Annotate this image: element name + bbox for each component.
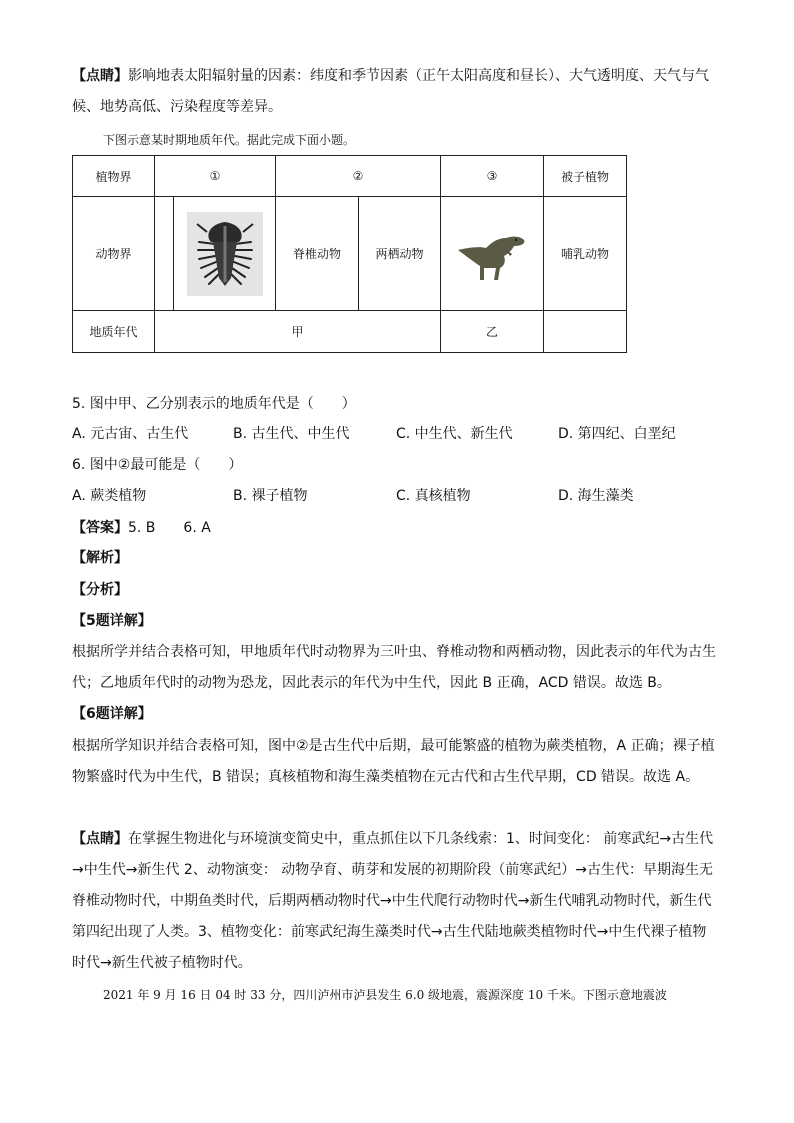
q5-option-b: B. 古生代、中生代 xyxy=(233,426,350,442)
analysis-tag: 【解析】 xyxy=(72,550,128,566)
tip2-text-1: 在掌握生物进化与环境演变简史中，重点抓住以下几条线索：1、时间变化： 前寒武纪→古生代 xyxy=(128,831,714,847)
era-jia-cell: 甲 xyxy=(155,311,441,353)
answer-line xyxy=(72,518,211,538)
empty-narrow-cell xyxy=(155,197,174,311)
figure-caption: 下图示意某时期地质年代。据此完成下面小题。 xyxy=(103,133,356,147)
trilobite-fossil-image xyxy=(187,212,263,296)
trilobite-cell xyxy=(174,197,276,311)
geologic-era-label: 地质年代 xyxy=(73,311,155,353)
q6-detail-tag: 【6题详解】 xyxy=(72,706,152,722)
plant-cell-3: ③ xyxy=(441,156,544,197)
q6-question: 6. 图中②最可能是（ ） xyxy=(72,457,243,473)
q5-option-d: D. 第四纪、白垩纪 xyxy=(558,426,676,442)
answer-tag: 【答案】 xyxy=(72,520,128,536)
tip2-line-1 xyxy=(72,829,713,849)
geologic-time-table xyxy=(72,155,627,353)
q5-detail-tag: 【5题详解】 xyxy=(72,613,152,629)
era-empty-cell xyxy=(544,311,627,353)
dinosaur-image xyxy=(454,224,530,284)
animal-kingdom-label: 动物界 xyxy=(73,197,155,311)
tip2-tag: 【点睛】 xyxy=(72,831,128,847)
intro-line-1 xyxy=(72,66,709,86)
q6-option-a: A. 蕨类植物 xyxy=(72,488,147,504)
table-row-eras xyxy=(73,311,627,353)
angiosperm-cell: 被子植物 xyxy=(544,156,627,197)
table-row-animals xyxy=(73,197,627,311)
q6-option-b: B. 裸子植物 xyxy=(233,488,308,504)
intro-line-2: 候、地势高低、污染程度等差异。 xyxy=(72,99,282,115)
q5-option-c: C. 中生代、新生代 xyxy=(396,426,513,442)
answer-text: 5. B 6. A xyxy=(128,520,211,536)
q6-detail-line-1: 根据所学知识并结合表格可知，图中②是古生代中后期，最可能繁盛的植物为蕨类植物，A 正确；裸子植 xyxy=(72,738,715,754)
plant-kingdom-label: 植物界 xyxy=(73,156,155,197)
tip2-line-3: 脊椎动物时代，中期鱼类时代，后期两栖动物时代→中生代爬行动物时代→新生代哺乳动物时代，新生代 xyxy=(72,893,712,909)
vertebrate-cell: 脊椎动物 xyxy=(276,197,359,311)
next-passage: 2021 年 9 月 16 日 04 时 33 分，四川泸州市泸县发生 6.0 级地震，震源深度 10 千米。下图示意地震波 xyxy=(103,988,667,1002)
dinosaur-cell xyxy=(441,197,544,311)
intro-text-1: 影响地表太阳辐射量的因素：纬度和季节因素（正午太阳高度和昼长）、大气透明度、天气与气 xyxy=(128,68,709,84)
q6-option-c: C. 真核植物 xyxy=(396,488,471,504)
tip2-line-5: 时代→新生代被子植物时代。 xyxy=(72,955,252,971)
plant-cell-2: ② xyxy=(276,156,441,197)
tip2-line-4: 第四纪出现了人类。3、植物变化：前寒武纪海生藻类时代→古生代陆地蕨类植物时代→中生代裸子植物 xyxy=(72,924,707,940)
era-yi-cell: 乙 xyxy=(441,311,544,353)
fenxi-tag: 【分析】 xyxy=(72,582,128,598)
plant-cell-1: ① xyxy=(155,156,276,197)
q6-detail-line-2: 物繁盛时代为中生代，B 错误；真核植物和海生藻类植物在元古代和古生代早期，CD 错误。故选 A。 xyxy=(72,769,700,785)
amphibian-cell: 两栖动物 xyxy=(359,197,441,311)
q5-option-a: A. 元古宙、古生代 xyxy=(72,426,189,442)
tip2-line-2: →中生代→新生代 2、动物演变： 动物孕育、萌芽和发展的初期阶段（前寒武纪）→古生代：早期海生无 xyxy=(72,862,713,878)
q5-detail-line-1: 根据所学并结合表格可知，甲地质年代时动物界为三叶虫、脊椎动物和两栖动物，因此表示的年代为古生 xyxy=(72,644,716,660)
q6-option-d: D. 海生藻类 xyxy=(558,488,634,504)
q5-question: 5. 图中甲、乙分别表示的地质年代是（ ） xyxy=(72,396,356,412)
table-row-plants xyxy=(73,156,627,197)
mammal-cell: 哺乳动物 xyxy=(544,197,627,311)
intro-tag: 【点睛】 xyxy=(72,68,128,84)
q5-detail-line-2: 代；乙地质年代时的动物为恐龙，因此表示的年代为中生代，因此 B 正确，ACD 错误。故选 B。 xyxy=(72,675,671,691)
